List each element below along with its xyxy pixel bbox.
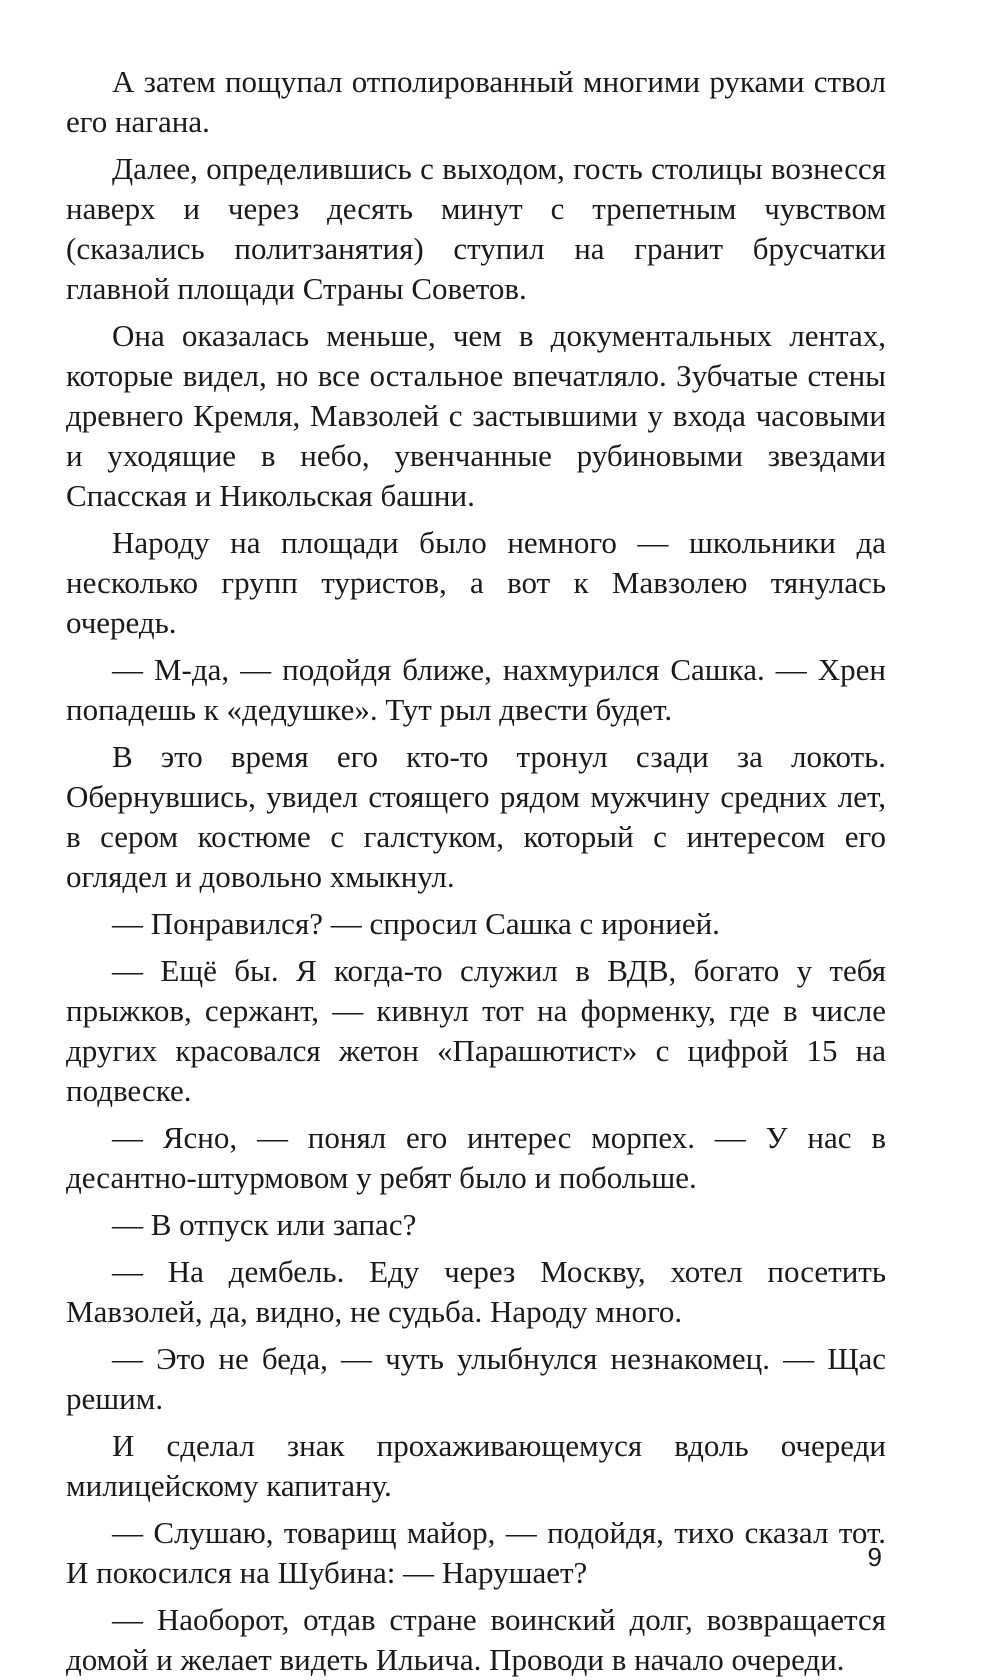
paragraph-10: — В отпуск или запас? [112,1207,417,1242]
paragraph-14: — Слушаю, товарищ майор, — подойдя, тихо сказал тот. И покосился на Шубина: — Нарушает? [66,1515,886,1590]
paragraph-15: — Наоборот, отдав стране воинский долг, возвращается домой и желает видеть Ильича. Проводи в начало очереди. [66,1602,886,1677]
paragraph-13: И сделал знак прохаживающемуся вдоль очереди милицейскому капитану. [66,1428,886,1503]
paragraph-3: Она оказалась меньше, чем в документальных лентах, которые видел, но все остальное впечатляло. Зубчатые стены древнего Кремля, Мавзолей с застывшими у входа часовыми и уходящие в небо, увенчанные рубиновыми звездами Спасская и Никольская башни. [66,318,886,513]
paragraph-4: Народу на площади было немного — школьники да несколько групп туристов, а вот к Мавзолею тянулась очередь. [66,525,886,640]
paragraph-11: — На дембель. Еду через Москву, хотел посетить Мавзолей, да, видно, не судьба. Народу много. [66,1254,886,1329]
paragraph-5: — М-да, — подойдя ближе, нахмурился Сашка. — Хрен попадешь к «дедушке». Тут рыл двести будет. [66,652,886,727]
paragraph-9: — Ясно, — понял его интерес морпех. — У нас в десантно-штурмовом у ребят было и побольше. [66,1120,886,1195]
paragraph-2: Далее, определившись с выходом, гость столицы вознесся наверх и через десять минут с трепетным чувством (сказались политзанятия) ступил на гранит брусчатки главной площади Страны Советов. [66,151,886,306]
page-text [66,62,886,1680]
paragraph-8: — Ещё бы. Я когда-то служил в ВДВ, богато у тебя прыжков, сержант, — кивнул тот на форменку, где в числе других красовался жетон «Парашютист» с цифрой 15 на подвеске. [66,953,886,1108]
paragraph-12: — Это не беда, — чуть улыбнулся незнакомец. — Щас решим. [66,1341,886,1416]
page-number: 9 [867,1542,882,1572]
paragraph-7: — Понравился? — спросил Сашка с иронией. [112,906,720,941]
paragraph-6: В это время его кто-то тронул сзади за локоть. Обернувшись, увидел стоящего рядом мужчину средних лет, в сером костюме с галстуком, который с интересом его оглядел и довольно хмыкнул. [66,739,886,894]
paragraph-1: А затем пощупал отполированный многими руками ствол его нагана. [66,64,886,139]
